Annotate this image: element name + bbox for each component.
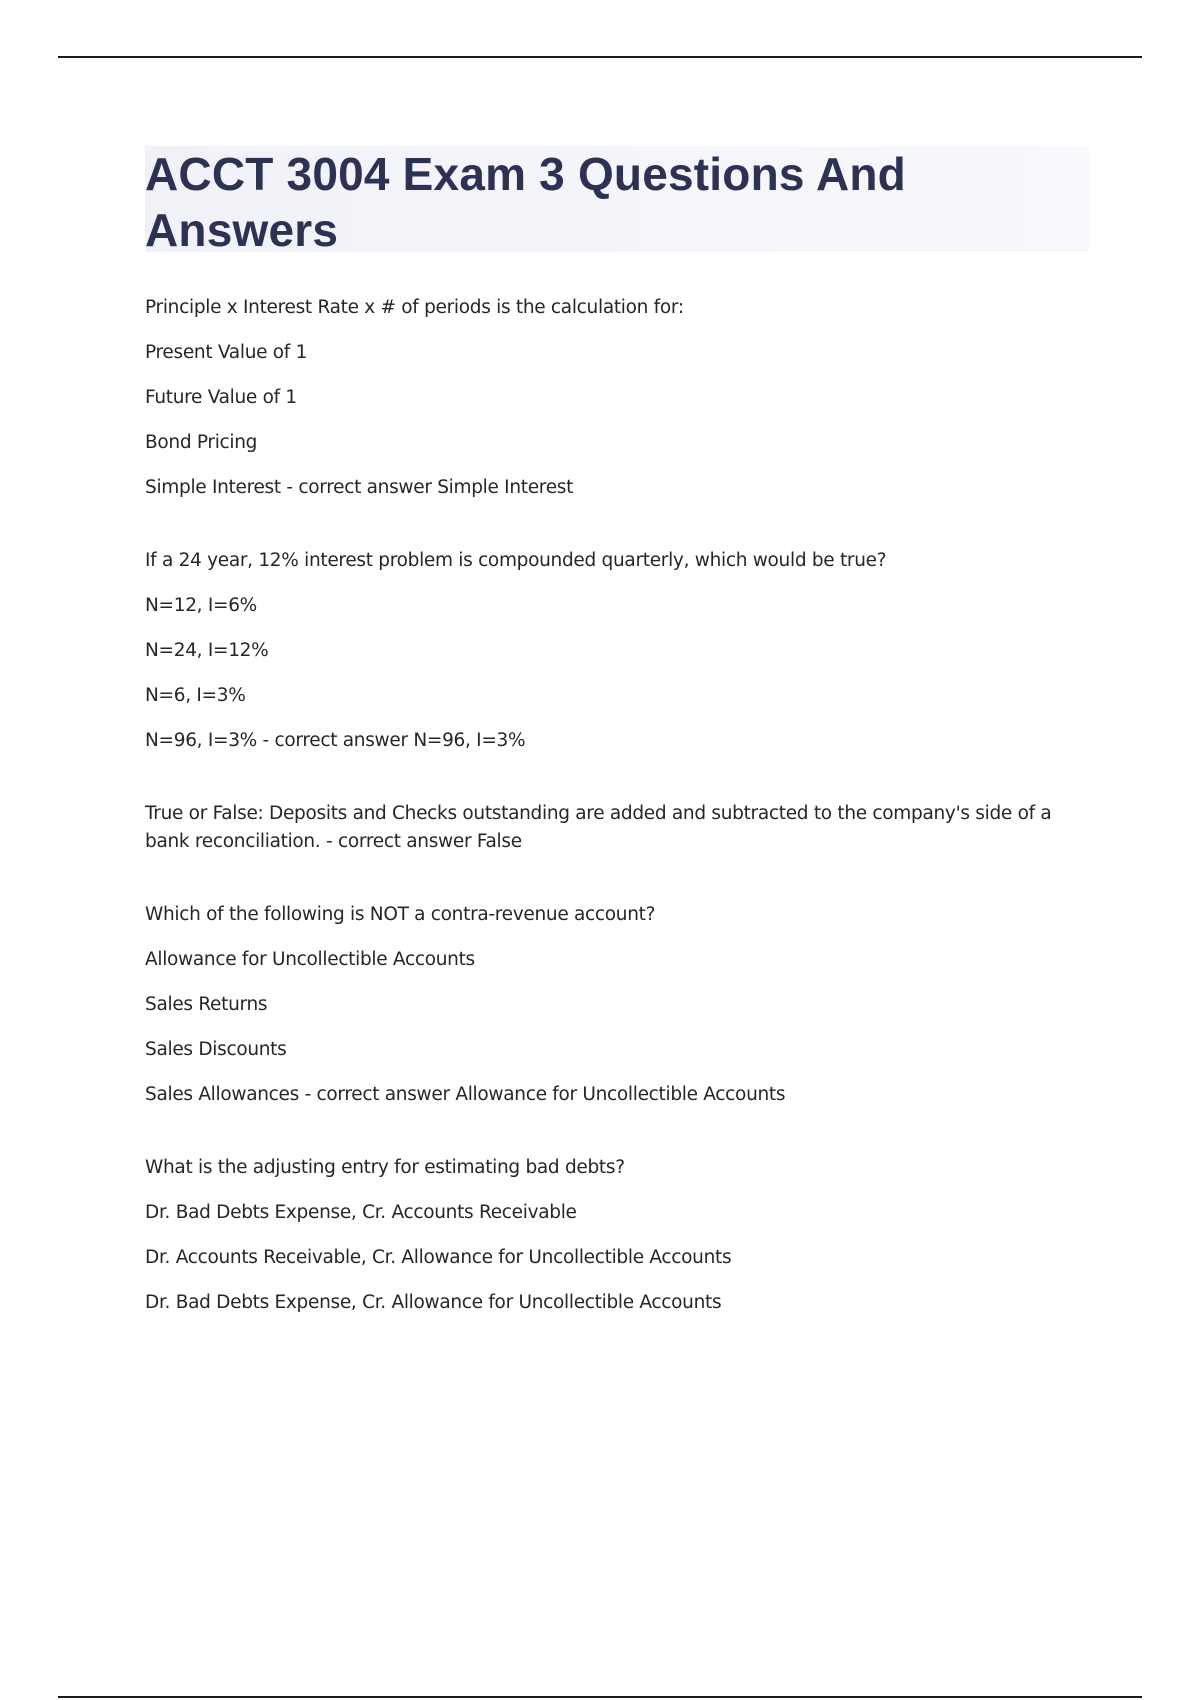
question-text: Principle x Interest Rate x # of periods is the calculation for:: [145, 297, 684, 318]
answer-option: Future Value of 1: [145, 387, 297, 408]
question-with-correct-answer: True or False: Deposits and Checks outstanding are added and subtracted to the company's side of a bank reconciliation. - correct answer False: [145, 803, 1052, 852]
answer-option-with-correct-answer: Sales Allowances - correct answer Allowance for Uncollectible Accounts: [145, 1084, 786, 1105]
question-block-1: [145, 294, 1089, 502]
title-band: [145, 146, 1089, 256]
answer-option: Sales Discounts: [145, 1039, 287, 1060]
answer-option: Bond Pricing: [145, 432, 258, 453]
answer-option-with-correct-answer: Simple Interest - correct answer Simple Interest: [145, 477, 574, 498]
answer-option: N=24, I=12%: [145, 640, 269, 661]
answer-option: Allowance for Uncollectible Accounts: [145, 949, 475, 970]
page-content: [145, 146, 1089, 1362]
question-text: What is the adjusting entry for estimating bad debts?: [145, 1157, 625, 1178]
question-block-4: [145, 901, 1089, 1109]
answer-option: Dr. Bad Debts Expense, Cr. Allowance for Uncollectible Accounts: [145, 1292, 722, 1313]
qa-list: [145, 294, 1089, 1317]
bottom-divider: [58, 1696, 1142, 1698]
answer-option: Sales Returns: [145, 994, 268, 1015]
answer-option: N=12, I=6%: [145, 595, 257, 616]
question-text: If a 24 year, 12% interest problem is compounded quarterly, which would be true?: [145, 550, 887, 571]
answer-option-with-correct-answer: N=96, I=3% - correct answer N=96, I=3%: [145, 730, 526, 751]
question-block-2: [145, 547, 1089, 755]
answer-option: N=6, I=3%: [145, 685, 246, 706]
question-block-5: [145, 1154, 1089, 1317]
answer-option: Dr. Accounts Receivable, Cr. Allowance for Uncollectible Accounts: [145, 1247, 732, 1268]
question-text: Which of the following is NOT a contra-revenue account?: [145, 904, 656, 925]
top-divider: [58, 56, 1142, 58]
question-block-3: [145, 800, 1089, 856]
document-title: ACCT 3004 Exam 3 Questions And Answers: [145, 148, 906, 256]
answer-option: Dr. Bad Debts Expense, Cr. Accounts Receivable: [145, 1202, 577, 1223]
answer-option: Present Value of 1: [145, 342, 308, 363]
